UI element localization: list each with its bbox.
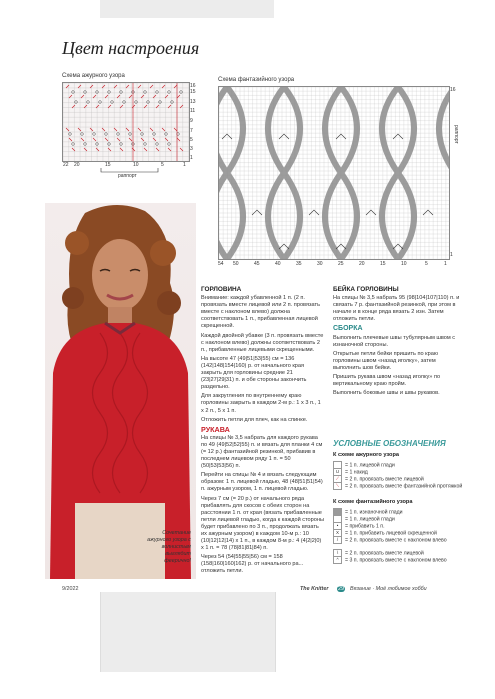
lace-row-label: 9	[190, 118, 193, 124]
fancy-col-label: 35	[296, 261, 302, 267]
tagline: Вязание · Моё любимое хобби	[350, 586, 427, 592]
legend-lace-heading: К схеме ажурного узора	[333, 452, 399, 458]
section-heading-rukava: РУКАВА	[201, 424, 230, 434]
lace-col-label: 22	[63, 162, 69, 168]
legend-symbol: ⟋	[333, 475, 342, 483]
legend-text: = 1 п. лицевой глади	[345, 462, 395, 469]
fancy-row-label: 16	[450, 87, 456, 93]
paragraph: Открытые петли бейки пришить по краю горловины швом «назад иголку», затем выполнить шов бейки.	[333, 350, 439, 371]
legend-symbol: /	[333, 536, 342, 544]
lace-col-label: 15	[105, 162, 111, 168]
legend-symbol: •	[333, 522, 342, 530]
legend-text: = 1 п. изнаночной глади	[345, 509, 403, 516]
fancy-col-label: 15	[380, 261, 386, 267]
legend-item	[333, 556, 473, 564]
legend-title: УСЛОВНЫЕ ОБОЗНАЧЕНИЯ	[333, 439, 446, 448]
legend-fancy-heading: К схеме фантазийного узора	[333, 499, 413, 505]
lace-col-label: 1	[183, 162, 186, 168]
legend-text: = 1 п. лицевой глади	[345, 516, 395, 523]
fancy-repeat-label: раппорт	[453, 125, 459, 144]
paragraph: Для закругления по внутреннему краю горловины закрыть в каждом 2-м р.: 1 х 3 п., 1 х 2 п., 5 х 1 п.	[201, 393, 321, 414]
lace-row-label: 3	[190, 146, 193, 152]
fancy-col-label: 54	[218, 261, 224, 267]
page-number: 29	[338, 586, 344, 592]
legend-text: = 2 п. провязать вместе лицевой	[345, 476, 424, 483]
fancy-col-label: 50	[233, 261, 239, 267]
section-heading-sborka: СБОРКА	[333, 325, 363, 333]
fancy-chart-label: Схема фантазийного узора	[218, 77, 295, 83]
fancy-col-label: 10	[401, 261, 407, 267]
lace-repeat-label: раппорт	[118, 173, 137, 179]
issue-number: 9/2022	[62, 586, 79, 592]
lace-chart-grid	[63, 83, 189, 161]
lace-row-label: 11	[190, 108, 196, 114]
bottom-strip	[100, 592, 276, 672]
paragraph: Перейти на спицы № 4 и вязать следующим образом: 1 п. лицевой гладью, 48 (48|51|51|54) п. ажурным узором, 1 п. лицевой гладью.	[201, 472, 323, 493]
fancy-col-label: 30	[317, 261, 323, 267]
model-photo	[45, 203, 196, 579]
legend-symbol: U	[333, 468, 342, 476]
legend-text: = прибавить 1 п.	[345, 523, 385, 530]
lace-row-label: 16	[190, 83, 196, 89]
column-right	[333, 286, 461, 399]
paragraph: На спицы № 3,5 набрать 95 (98|104|107|110) п. и связать 7 р. фантазийной резинкой, при этом в начале и в конце ряда вязать 2 изн. Затем отложить петли.	[333, 295, 460, 323]
section-heading-beika: БЕЙКА ГОРЛОВИНЫ	[333, 286, 399, 293]
lace-row-label: 5	[190, 137, 193, 143]
paragraph: Выполнить боковые швы и швы рукавов.	[333, 390, 440, 397]
lace-col-label: 20	[74, 162, 80, 168]
lace-row-label: 7	[190, 128, 193, 134]
paragraph: Пришить рукава швом «назад иголку» по вертикальному краю пройм.	[333, 374, 441, 388]
lace-row-label: 1	[190, 155, 193, 161]
photo-caption: Сочетание ажурного узора с волнистым выглядит феерично!	[147, 530, 191, 564]
fancy-row-label: 1	[450, 252, 453, 258]
paragraph: Отложить петли для плеч, как на спинке.	[201, 416, 308, 423]
lace-chart	[62, 82, 190, 162]
page-title: Цвет настроения	[62, 38, 200, 58]
legend-symbol: \	[333, 549, 342, 557]
legend-text: = 3 п. провязать вместе с наклоном влево	[345, 557, 447, 564]
legend-text: = 1 п. прибавить лицевой скрещенной	[345, 530, 437, 537]
fancy-col-label: 25	[338, 261, 344, 267]
fancy-col-label: 1	[444, 261, 447, 267]
column-middle	[201, 286, 325, 578]
model-illustration	[45, 203, 196, 579]
paragraph: Через 54 (54|55|55|56) см = 158 (158|160|160|162) р. от начального ра... отложить петли.	[201, 554, 304, 575]
lace-col-label: 5	[161, 162, 164, 168]
legend-text: = 1 накид	[345, 469, 368, 476]
section-heading-gorlovina: ГОРЛОВИНА	[201, 286, 242, 293]
legend-item	[333, 536, 473, 544]
legend-symbol: ^	[333, 556, 342, 564]
legend-symbol: ⟍	[333, 482, 342, 490]
fancy-col-label: 45	[254, 261, 260, 267]
lace-row-label: 13	[190, 99, 196, 105]
paragraph: На спицы № 3,5 набрать для каждого рукава по 49 (49|52|52|55) п. и вязать для планки 4 см (= 12 р.) фантазийной резинкой, прибавив в последнем лицевом ряду 1 п. = 50 (50|53|53|56) п.	[201, 434, 323, 470]
fancy-chart-grid	[219, 87, 449, 259]
brand-name: The Knitter	[300, 586, 329, 592]
legend-text: = 2 п. провязать вместе лицевой	[345, 550, 424, 557]
top-strip	[100, 0, 274, 18]
legend-symbol: X	[333, 529, 342, 537]
fancy-col-label: 40	[275, 261, 281, 267]
legend-text: = 2 п. провязать вместе с наклоном влево	[345, 537, 447, 544]
paragraph: На высоте 47 (49|51|53|55) см = 136 (142|148|154|160) р. от начального края закрыть для горловины средние 21 (23|27|29|31) п. и обе стороны закончить раздельно.	[201, 355, 307, 391]
paragraph: Выполнить плечевые швы тубулярным швом с изнаночной стороны.	[333, 334, 456, 348]
lace-row-label: 15	[190, 89, 196, 95]
fancy-col-label: 5	[425, 261, 428, 267]
legend-text: = 2 п. провязать вместе фантазийной протяжкой	[345, 483, 463, 490]
lace-chart-label: Схема ажурного узора	[62, 73, 125, 79]
paragraph: Каждой двойной убавке (3 п. провязать вместе с наклоном влево) должны соответствовать 2 п., прибавленные лицевыми скрещенными.	[201, 332, 324, 353]
lace-col-label: 10	[133, 162, 139, 168]
fancy-col-label: 20	[359, 261, 365, 267]
paragraph: Через 7 см (= 20 р.) от начального ряда прибавлять для скосов с обеих сторон на расстоянии 1 п. от края (вязать прибавленные петли лицевой гладью, когда к каждой стороны будет прибавлено по 3 п., продолжать вязать их ажурным узором) в каждом 10-м р.: 10 (10|12|12|14) х 1 п., в каждом 8-м р.: 4 (4|2|2|0) х 1 п. = 78 (78|81|81|84) п.	[201, 495, 325, 552]
paragraph: Внимание: каждой убавленной 1 п. (2 п. провязать вместе лицевой или 2 п. провязать вместе с наклоном влево) должна соответствовать 1 п., прибавленная лицевой скрещенной.	[201, 295, 321, 330]
fancy-chart	[218, 86, 450, 260]
legend-item	[333, 482, 473, 490]
